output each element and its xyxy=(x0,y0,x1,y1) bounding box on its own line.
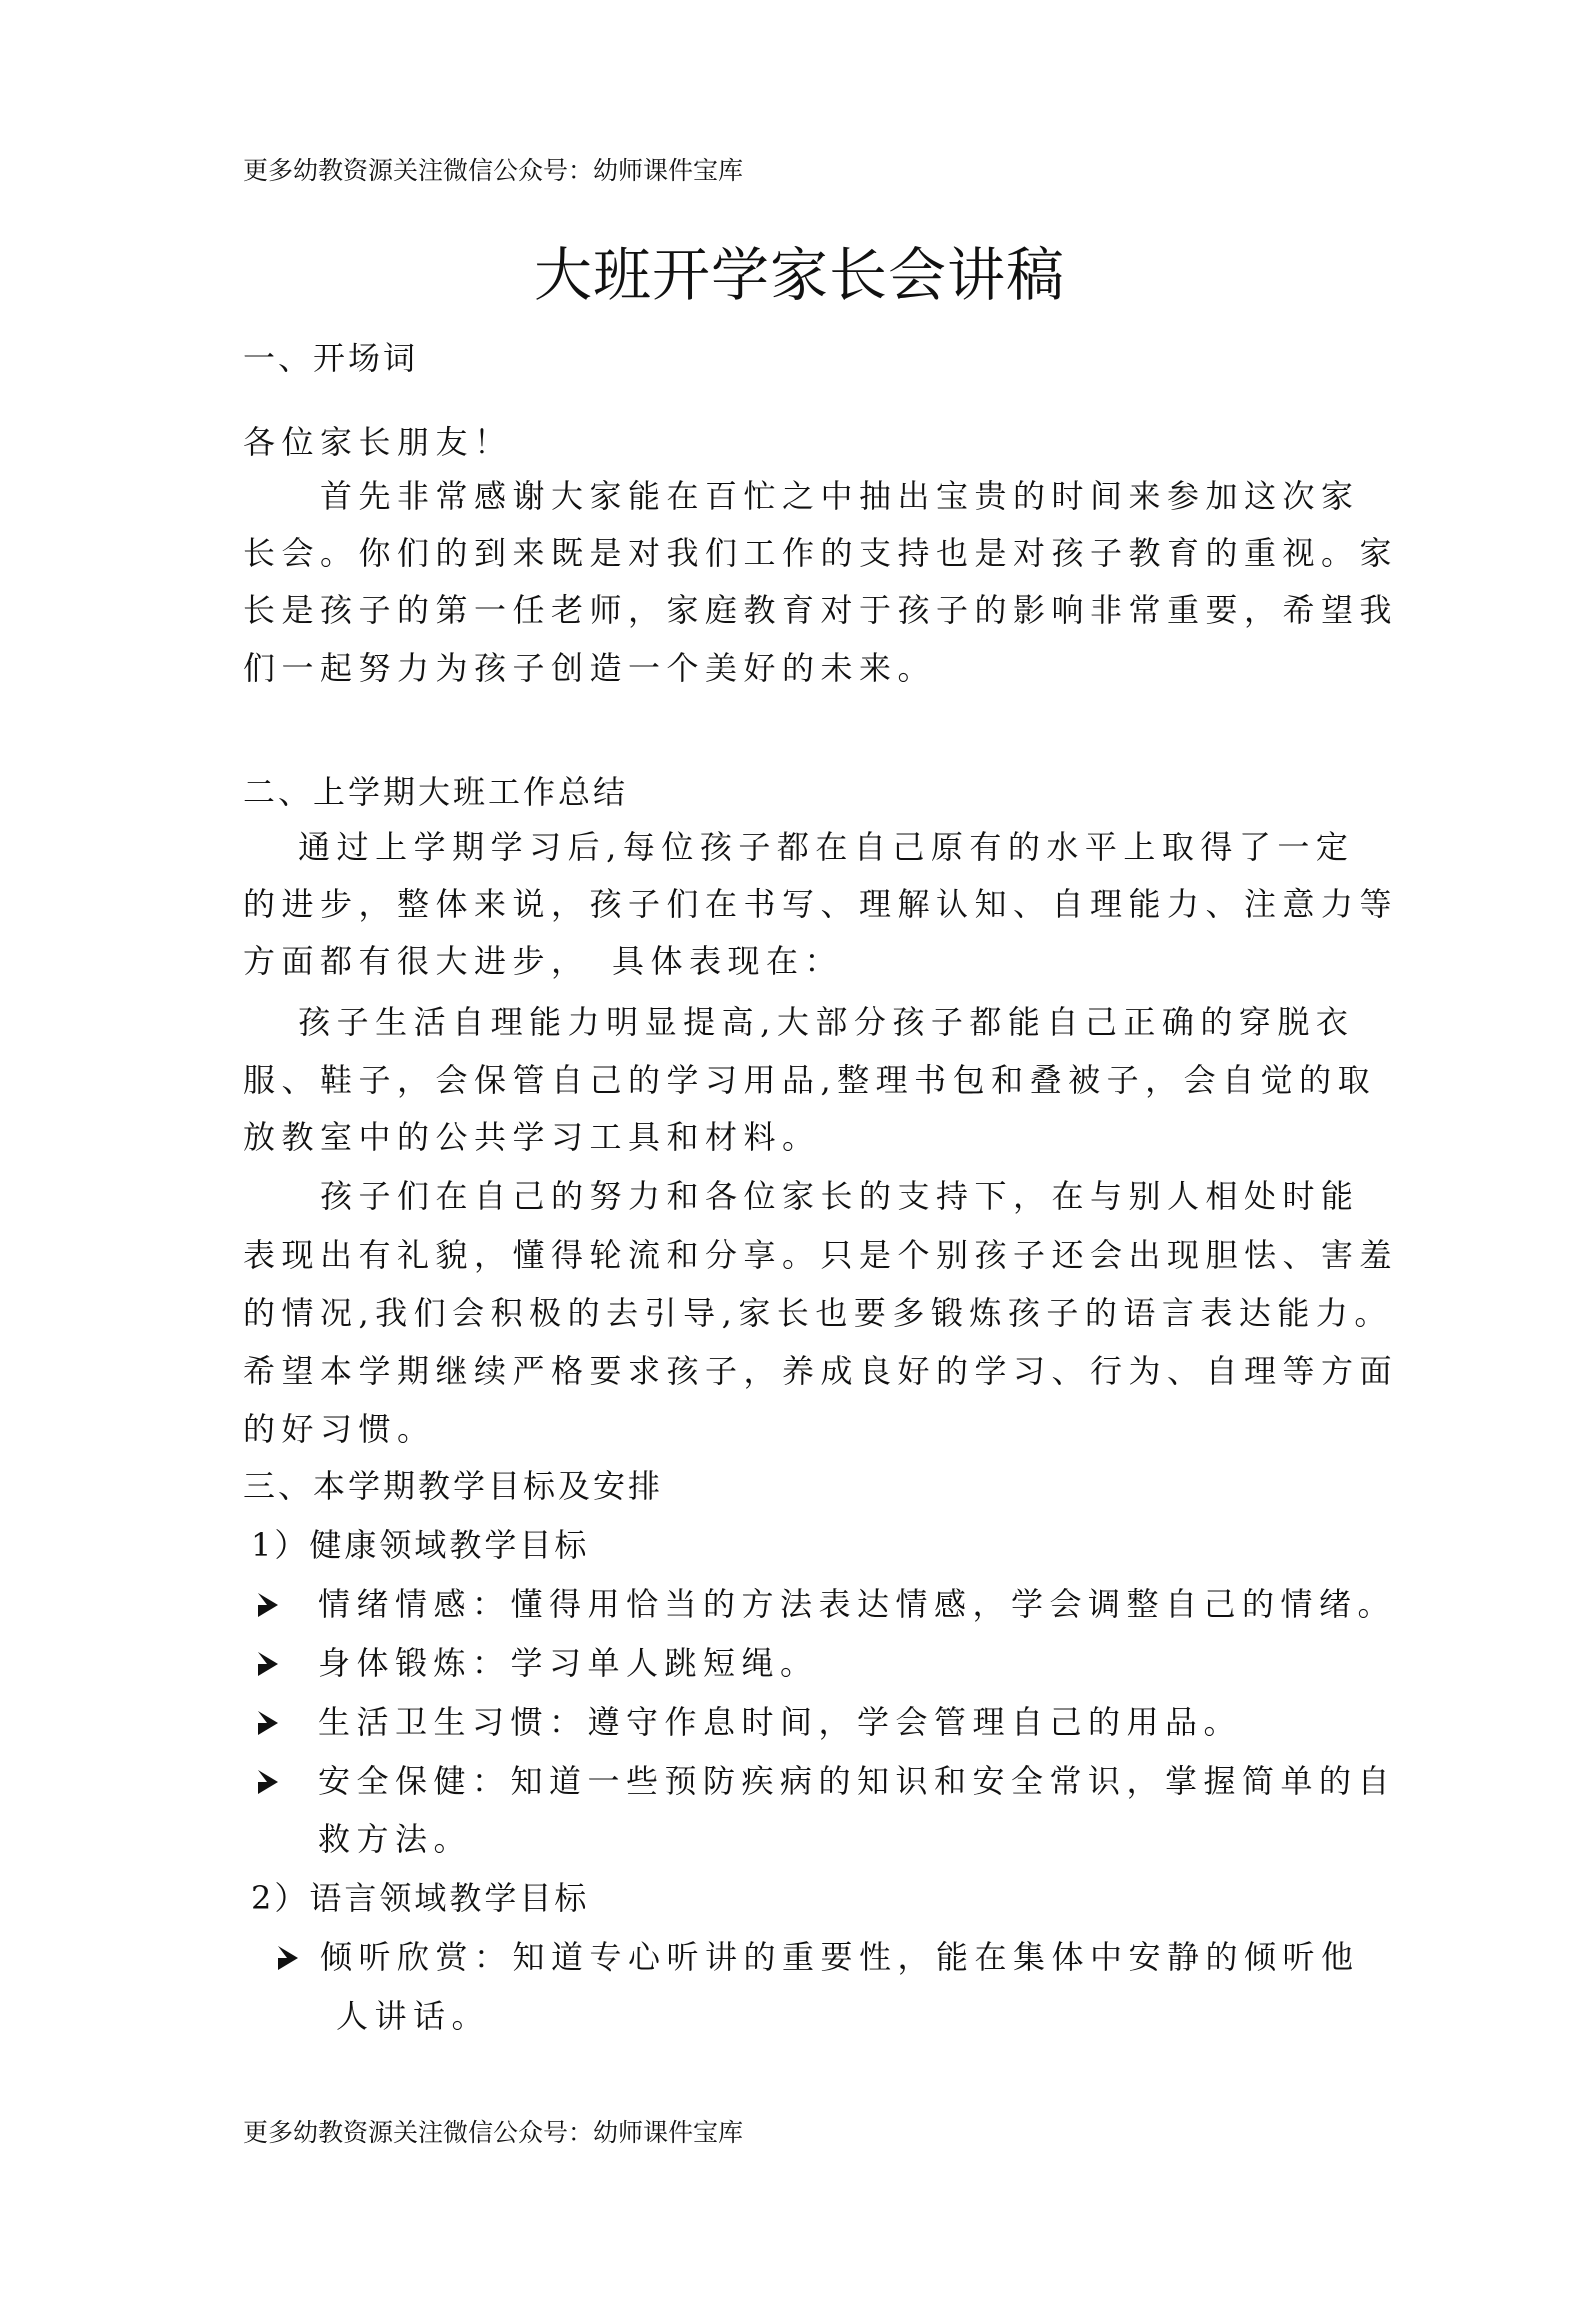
paragraph-line: 通过上学期学习后,每位孩子都在自己原有的水平上取得了一定 xyxy=(243,828,1355,866)
paragraph-line: 的好习惯。 xyxy=(243,1410,436,1448)
paragraph-line: 表现出有礼貌，懂得轮流和分享。只是个别孩子还会出现胆怯、害羞 xyxy=(243,1236,1399,1274)
paragraph-line: 孩子们在自己的努力和各位家长的支持下，在与别人相处时能 xyxy=(243,1177,1360,1215)
bullet-text: 生活卫生习惯：遵守作息时间，学会管理自己的用品。 xyxy=(318,1703,1243,1741)
paragraph-line: 孩子生活自理能力明显提高,大部分孩子都能自己正确的穿脱衣 xyxy=(243,1003,1355,1041)
paragraph-line: 希望本学期继续严格要求孩子，养成良好的学习、行为、自理等方面 xyxy=(243,1352,1399,1390)
paragraph-line: 长会。你们的到来既是对我们工作的支持也是对孩子教育的重视。家 xyxy=(243,534,1399,572)
footer-note: 更多幼教资源关注微信公众号：幼师课件宝库 xyxy=(243,2118,744,2147)
paragraph-line: 的情况,我们会积极的去引导,家长也要多锻炼孩子的语言表达能力。 xyxy=(243,1294,1393,1332)
header-note: 更多幼教资源关注微信公众号：幼师课件宝库 xyxy=(243,156,744,185)
bullet-text: 倾听欣赏：知道专心听讲的重要性，能在集体中安静的倾听他 xyxy=(320,1938,1360,1976)
paragraph-line: 放教室中的公共学习工具和材料。 xyxy=(243,1118,821,1156)
paragraph-line: 的进步，整体来说，孩子们在书写、理解认知、自理能力、注意力等 xyxy=(243,885,1399,923)
arrowhead-bullet-icon xyxy=(278,1946,298,1970)
bullet-item xyxy=(258,1702,1368,1742)
bullet-text: 情绪情感：懂得用恰当的方法表达情感，学会调整自己的情绪。 xyxy=(318,1585,1397,1623)
arrowhead-bullet-icon xyxy=(258,1770,278,1794)
subsection-heading-language: 2）语言领域教学目标 xyxy=(251,1879,590,1917)
subsection-heading-health: 1）健康领域教学目标 xyxy=(251,1526,590,1564)
section-heading-summary: 二、上学期大班工作总结 xyxy=(243,773,629,811)
bullet-item xyxy=(258,1643,1368,1683)
section-heading-goals: 三、本学期教学目标及安排 xyxy=(243,1467,664,1505)
paragraph-line: 服、鞋子，会保管自己的学习用品,整理书包和叠被子，会自觉的取 xyxy=(243,1061,1377,1099)
section-heading-opening: 一、开场词 xyxy=(243,339,419,377)
bullet-text: 身体锻炼：学习单人跳短绳。 xyxy=(318,1644,819,1682)
arrowhead-bullet-icon xyxy=(258,1711,278,1735)
bullet-item xyxy=(278,1937,1388,1977)
bullet-item xyxy=(258,1584,1397,1624)
bullet-continuation: 救方法。 xyxy=(318,1820,473,1858)
page-title xyxy=(0,240,1587,310)
arrowhead-bullet-icon xyxy=(258,1593,278,1617)
paragraph-line: 方面都有很大进步， 具体表现在： xyxy=(243,942,844,980)
paragraph-line: 各位家长朋友！ xyxy=(243,423,513,461)
bullet-text: 安全保健：知道一些预防疾病的知识和安全常识，掌握简单的自 xyxy=(318,1762,1397,1800)
paragraph-line: 们一起努力为孩子创造一个美好的未来。 xyxy=(243,649,937,687)
bullet-continuation: 人讲话。 xyxy=(336,1997,491,2035)
page-title-text: 大班开学家长会讲稿 xyxy=(533,241,1065,309)
arrowhead-bullet-icon xyxy=(258,1652,278,1676)
bullet-item xyxy=(258,1761,1397,1801)
paragraph-line: 长是孩子的第一任老师，家庭教育对于孩子的影响非常重要，希望我 xyxy=(243,591,1399,629)
paragraph-line: 首先非常感谢大家能在百忙之中抽出宝贵的时间来参加这次家 xyxy=(243,477,1360,515)
